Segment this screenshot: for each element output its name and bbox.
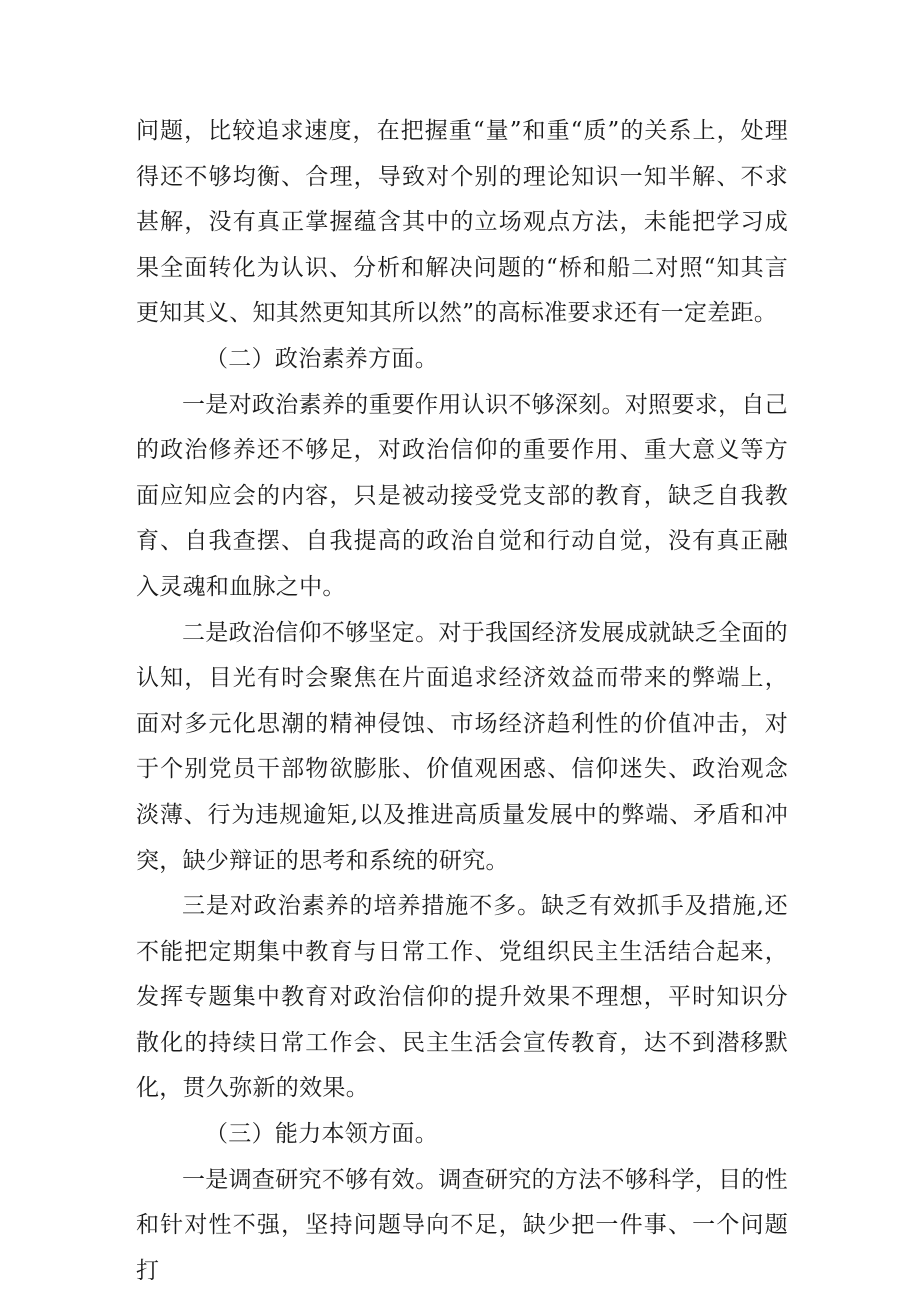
paragraph-political-literacy-3: 三是对政治素养的培养措施不多。缺乏有效抓手及措施,还不能把定期集中教育与日常工作、党组织民主生活结合起来，发挥专题集中教育对政治信仰的提升效果不理想，平时知识分散化的持续日常工作会、民主生活会宣传教育，达不到潜移默化，贯久弥新的效果。: [136, 893, 788, 1102]
section-heading-political-literacy: （二）政治素养方面。: [205, 345, 438, 372]
paragraph-ability-1: 一是调查研究不够有效。调查研究的方法不够科学，目的性和针对性不强，坚持问题导向不足，缺少把一件事、一个问题打: [136, 1166, 788, 1284]
paragraph-political-literacy-2: 二是政治信仰不够坚定。对于我国经济发展成就缺乏全面的认知，目光有时会聚焦在片面追求经济效益而带来的弊端上，面对多元化思潮的精神侵蚀、市场经济趋利性的价值冲击，对于个别党员干部物欲膨胀、价值观困惑、信仰迷失、政治观念淡薄、行为违规逾矩,以及推进高质量发展中的弊端、矛盾和冲突，缺少辩证的思考和系统的研究。: [136, 619, 788, 874]
paragraph-political-literacy-1: 一是对政治素养的重要作用认识不够深刻。对照要求，自己的政治修养还不够足，对政治信仰的重要作用、重大意义等方面应知应会的内容，只是被动接受党支部的教育，缺乏自我教育、自我查摆、自我提高的政治自觉和行动自觉，没有真正融入灵魂和血脉之中。: [136, 391, 788, 600]
section-heading-ability: （三）能力本领方面。: [205, 1121, 438, 1148]
document-body: [136, 109, 788, 1294]
paragraph-continuation: 问题，比较追求速度，在把握重“量”和重“质”的关系上，处理得还不够均衡、合理，导致对个别的理论知识一知半解、不求甚解，没有真正掌握蕴含其中的立场观点方法，未能把学习成果全面转化为认识、分析和解决问题的“桥和船二对照“知其言更知其义、知其然更知其所以然”的高标准要求还有一定差距。: [136, 118, 788, 327]
